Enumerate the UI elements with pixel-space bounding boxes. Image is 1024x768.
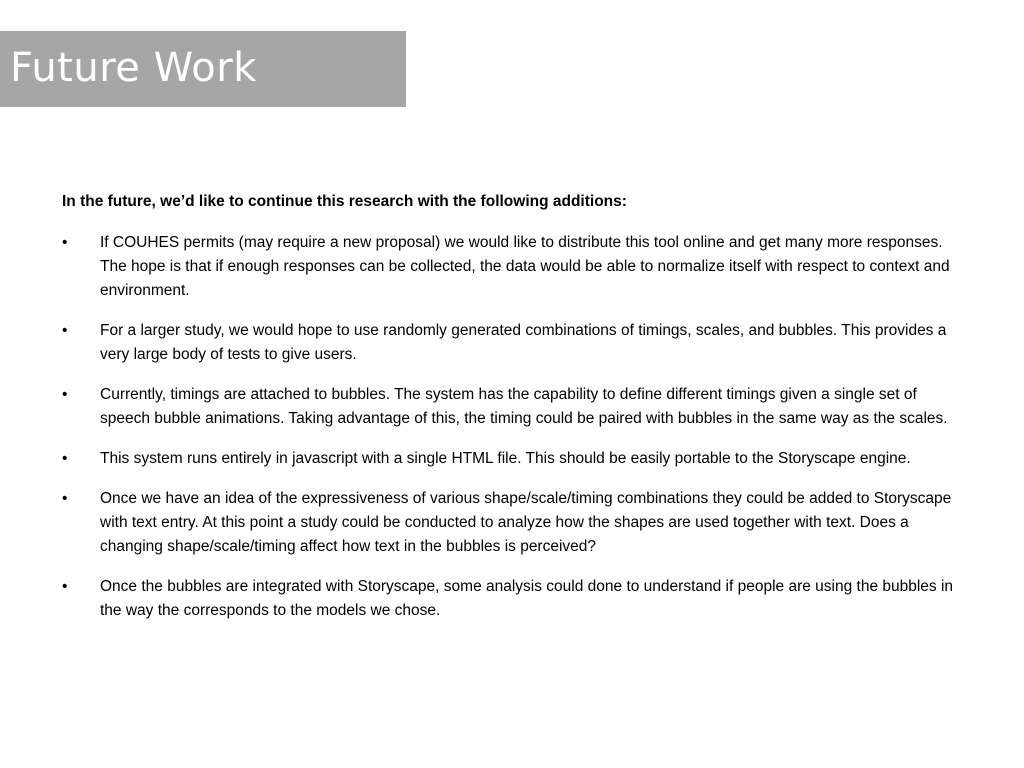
bullet-item bbox=[62, 319, 962, 367]
intro-text: In the future, we’d like to continue this research with the following additions: bbox=[62, 193, 627, 210]
bullet-icon: • bbox=[62, 234, 68, 251]
bullet-text: Once the bubbles are integrated with Storyscape, some analysis could done to understand if people are using the bubbles in the way the corresponds to the models we chose. bbox=[100, 578, 954, 619]
bullet-text: If COUHES permits (may require a new proposal) we would like to distribute this tool online and get many more responses. The hope is that if enough responses can be collected, the data would be able to normalize itself with respect to context and environment. bbox=[100, 234, 950, 299]
bullet-text: Once we have an idea of the expressiveness of various shape/scale/timing combinations they could be added to Storyscape with text entry. At this point a study could be conducted to analyze how the shapes are used together with text. Does a changing shape/scale/timing affect how text in the bubbles is perceived? bbox=[100, 490, 952, 555]
title-bar bbox=[0, 31, 406, 107]
bullet-item bbox=[62, 231, 962, 303]
bullet-item bbox=[62, 487, 962, 559]
bullet-icon: • bbox=[62, 386, 68, 403]
slide-content bbox=[62, 191, 962, 639]
bullet-icon: • bbox=[62, 450, 68, 467]
bullet-icon: • bbox=[62, 578, 68, 595]
bullet-item bbox=[62, 383, 962, 431]
bullet-text: Currently, timings are attached to bubbles. The system has the capability to define different timings given a single set of speech bubble animations. Taking advantage of this, the timing could be paired with bubbles in the same way as the scales. bbox=[100, 386, 948, 427]
bullet-text: For a larger study, we would hope to use randomly generated combinations of timings, scales, and bubbles. This provides a very large body of tests to give users. bbox=[100, 322, 947, 363]
bullet-text: This system runs entirely in javascript with a single HTML file. This should be easily portable to the Storyscape engine. bbox=[100, 450, 911, 467]
bullet-icon: • bbox=[62, 490, 68, 507]
bullet-item bbox=[62, 575, 962, 623]
bullet-icon: • bbox=[62, 322, 68, 339]
bullet-list bbox=[62, 231, 962, 623]
slide-title: Future Work bbox=[10, 45, 257, 91]
bullet-item bbox=[62, 447, 962, 471]
